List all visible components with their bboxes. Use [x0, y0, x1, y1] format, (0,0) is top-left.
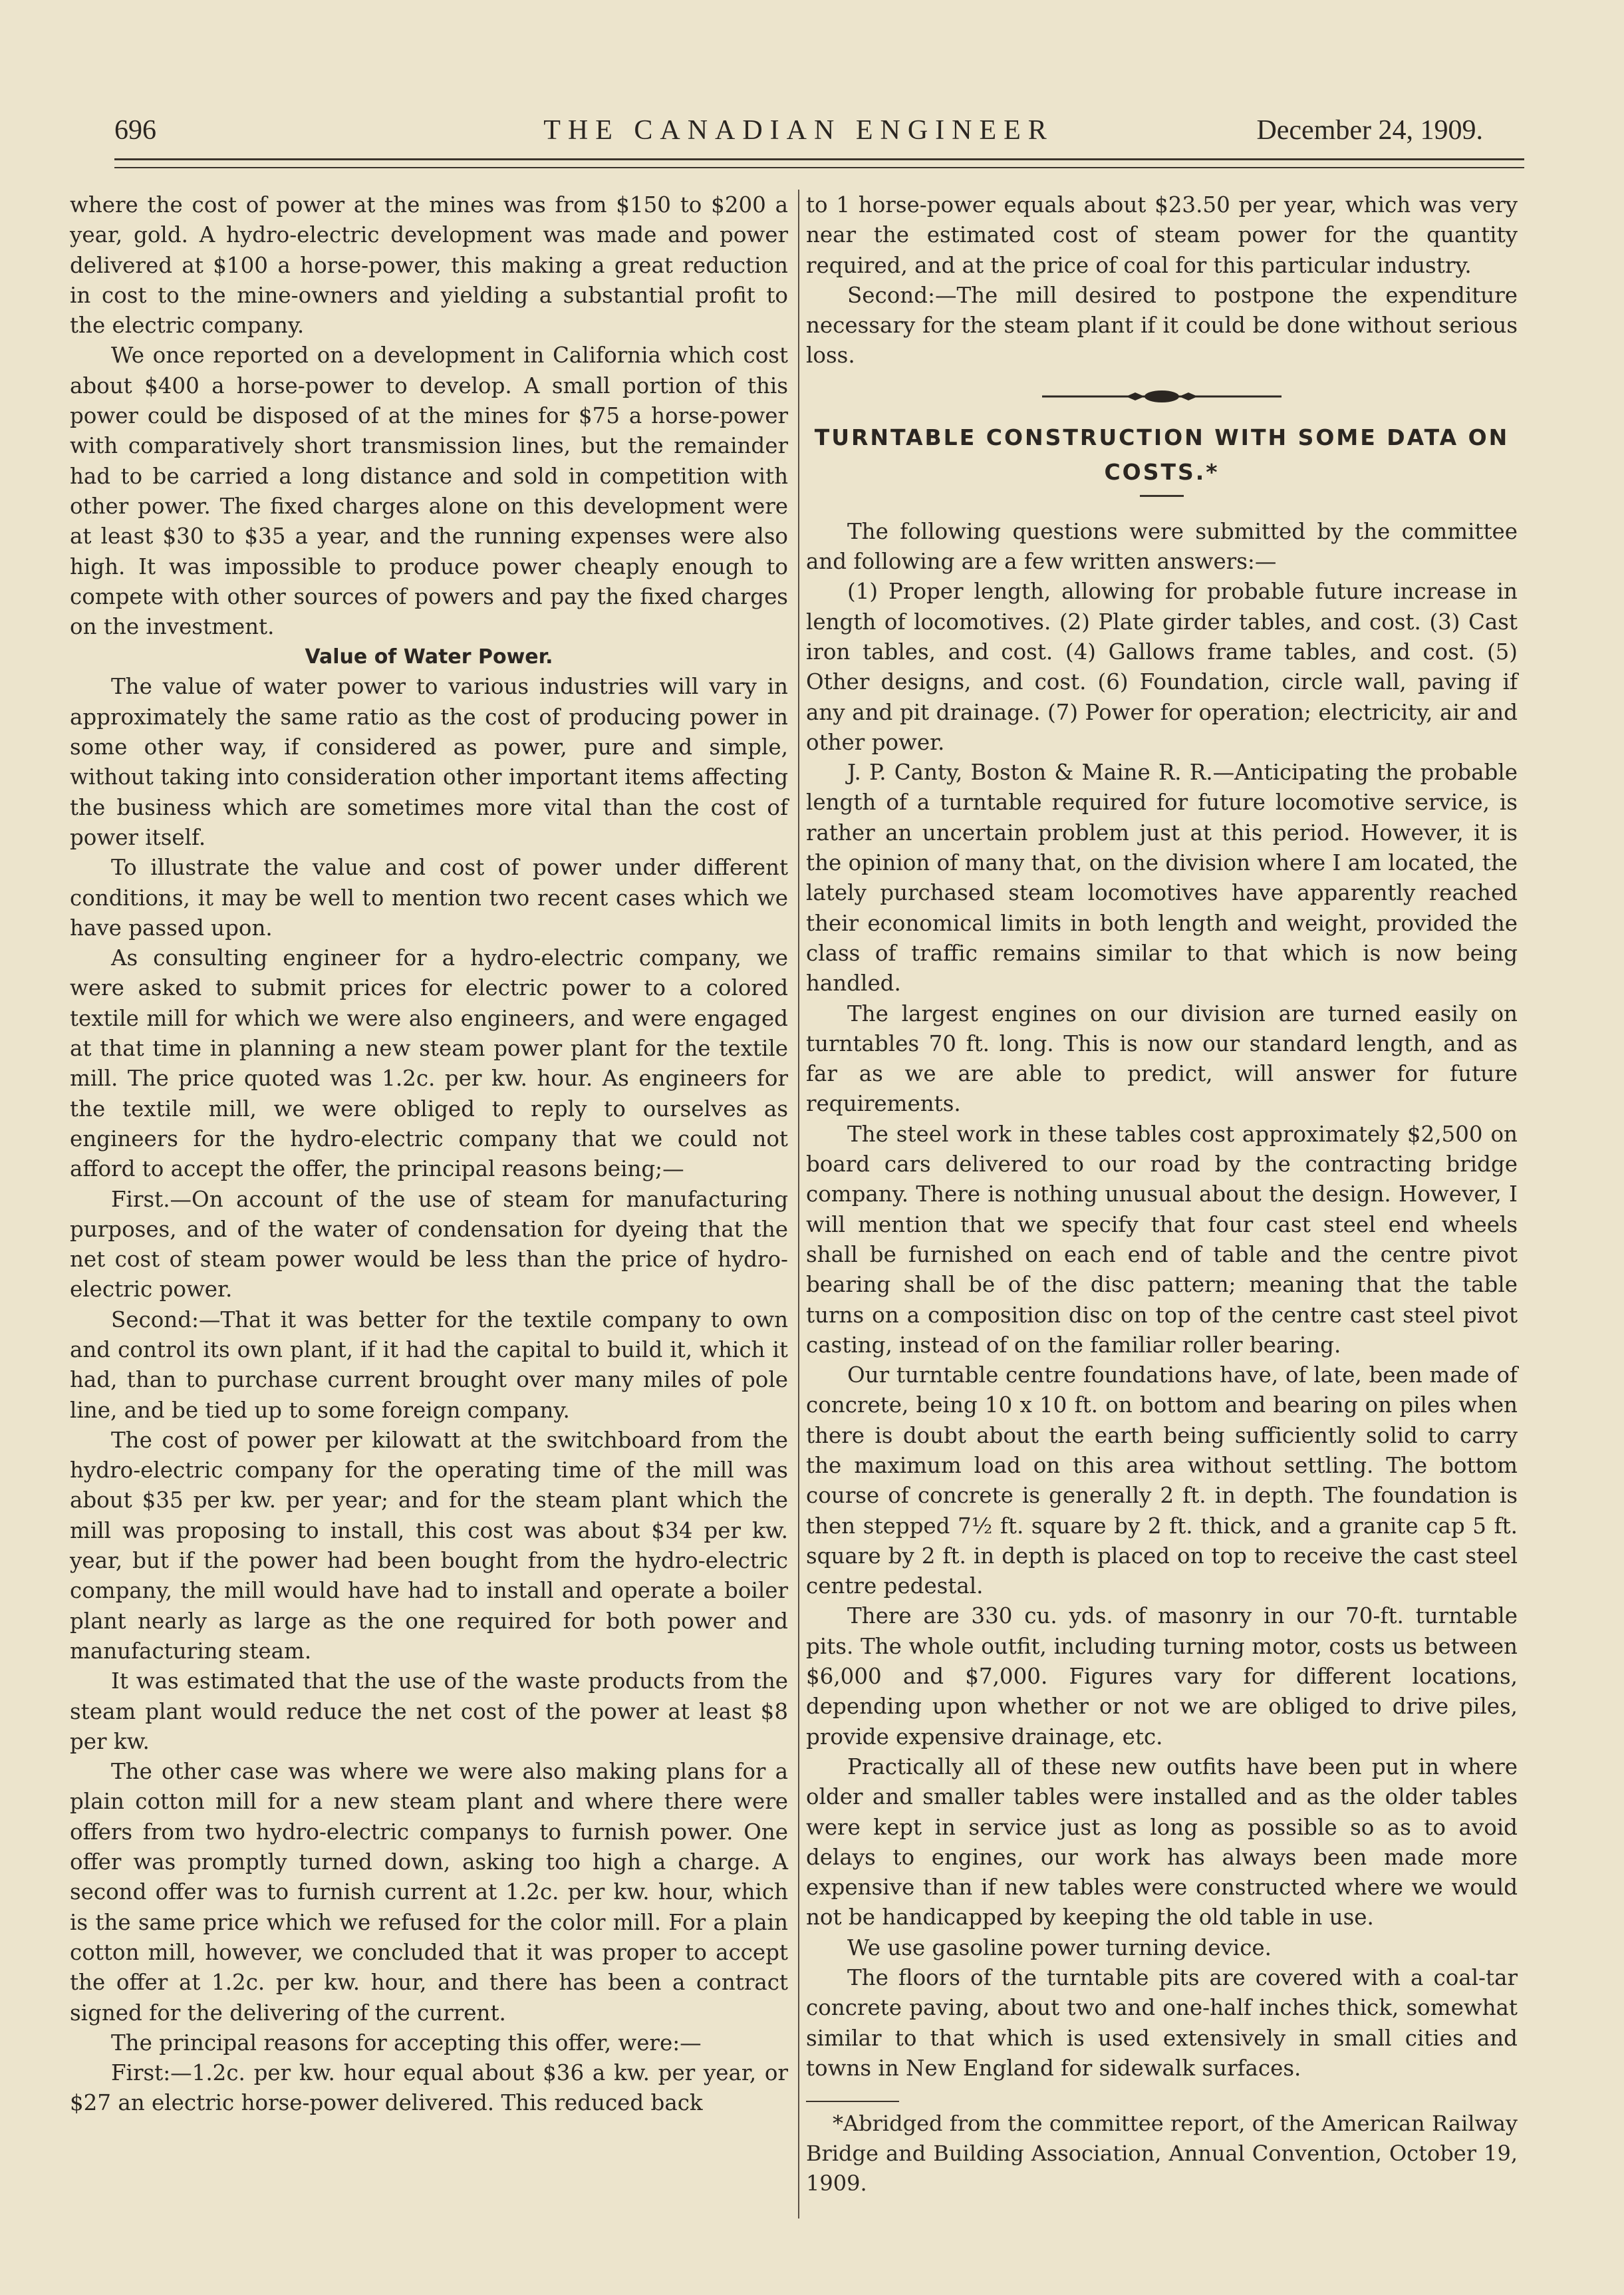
right-column	[806, 190, 1518, 2199]
header-rule-thin	[114, 167, 1524, 168]
article-title: TURNTABLE CONSTRUCTION WITH SOME DATA ON COSTS.*	[814, 424, 1510, 485]
paragraph: It was estimated that the use of the waste products from the steam plant would reduce the net cost of the power at least $8 per kw.	[70, 1668, 788, 1754]
paragraph: Practically all of these new outfits have been put in where older and smaller tables were installed and as the older tables were kept in service just as long as possible so as to avoid delays to engines, our work has always been made more expensive than if new tables were constructed where we would not be handicapped by keeping the old table in use.	[806, 1754, 1518, 1930]
page-header	[114, 114, 1483, 154]
paragraph: First:—1.2c. per kw. hour equal about $36 a kw. per year, or $27 an electric horse-power delivered. This reduced back	[70, 2060, 788, 2116]
paragraph: The following questions were submitted by the committee and following are a few written answers:—	[806, 518, 1518, 575]
paragraph: (1) Proper length, allowing for probable future increase in length of locomotives. (2) Plate girder tables, and cost. (3) Cast iron tables, and cost. (4) Gallows frame tables, and cost. (5) Other designs, and cost. (6) Foundation, circle wall, paving if any and pit drainage. (7) Power for operation; electricity, air and other power.	[806, 579, 1518, 755]
column-separator	[798, 190, 799, 2218]
ornament-divider	[806, 384, 1518, 420]
paragraph: The principal reasons for accepting this offer, were:—	[111, 2030, 702, 2056]
paragraph: The largest engines on our division are turned easily on turntables 70 ft. long. This is now our standard length, and as far as we are able to predict, will answer for future requirements.	[806, 1000, 1518, 1117]
paragraph: to 1 horse-power equals about $23.50 per year, which was very near the estimated cost of steam power for the quantity required, and at the price of coal for this particular industry.	[806, 192, 1518, 278]
paragraph: J. P. Canty, Boston & Maine R. R.—Anticipating the probable length of a turntable required for future locomotive service, is rather an uncertain problem just at this period. However, it is the opinion of many that, on the division where I am located, the lately purchased steam locomotives have apparently reached their economical limits in both length and weight, provided the class of traffic remains similar to that which is now being handled.	[806, 760, 1518, 996]
section-subheading: Value of Water Power.	[305, 645, 553, 669]
paragraph: We use gasoline power turning device.	[847, 1934, 1272, 1960]
issue-date: December 24, 1909.	[1256, 115, 1483, 146]
paragraph: Second:—That it was better for the textile company to own and control its own plant, if it had the capital to build it, which it had, than to purchase current brought over many miles of pole line, and be tied up to some foreign company.	[70, 1306, 788, 1423]
journal-title: THE CANADIAN ENGINEER	[543, 115, 1054, 146]
title-rule	[1140, 495, 1184, 497]
paragraph: The value of water power to various industries will vary in approximately the same ratio as the cost of producing power in some other way, if considered as power, pure and simple, without taking into consideration other important items affecting the business which are sometimes more vital than the cost of power itself.	[70, 674, 788, 850]
page-number: 696	[114, 115, 156, 146]
footnote: *Abridged from the committee report, of the American Railway Bridge and Building Association, Annual Convention, October 19, 1909.	[806, 2111, 1518, 2197]
paragraph: Second:—The mill desired to postpone the expenditure necessary for the steam plant if it could be done without serious loss.	[806, 282, 1518, 369]
paragraph: Our turntable centre foundations have, of late, been made of concrete, being 10 x 10 ft. on bottom and bearing on piles when there is doubt about the earth being sufficiently solid to carry the maximum load on this area without settling. The bottom course of concrete is generally 2 ft. in depth. The foundation is then stepped 7½ ft. square by 2 ft. thick, and a granite cap 5 ft. square by 2 ft. in depth is placed on top to receive the cast steel centre pedestal.	[806, 1362, 1518, 1599]
ornament-icon	[1042, 386, 1282, 406]
footnote-rule	[806, 2101, 899, 2102]
paragraph: We once reported on a development in California which cost about $400 a horse-power to develop. A small portion of this power could be disposed of at the mines for $75 a horse-power with comparatively short transmission lines, but the remainder had to be carried a long distance and sold in competition with other power. The fixed charges alone on this development were at least $30 to $35 a year, and the running expenses were also high. It was impossible to produce power cheaply enough to compete with other sources of powers and pay the fixed charges on the investment.	[70, 343, 788, 640]
paragraph: To illustrate the value and cost of power under different conditions, it may be well to mention two recent cases which we have passed upon.	[70, 855, 788, 941]
paragraph: As consulting engineer for a hydro-electric company, we were asked to submit prices for electric power to a colored textile mill for which we were also engineers, and were engaged at that time in planning a new steam power plant for the textile mill. The price quoted was 1.2c. per kw. hour. As engineers for the textile mill, we were obliged to reply to ourselves as engineers for the hydro-electric company that we could not afford to accept the offer, the principal reasons being;—	[70, 945, 788, 1182]
paragraph: where the cost of power at the mines was from $150 to $200 a year, gold. A hydro-electric development was made and power delivered at $100 a horse-power, this making a great reduction in cost to the mine-owners and yielding a substantial profit to the electric company.	[70, 192, 788, 339]
paragraph: There are 330 cu. yds. of masonry in our 70-ft. turntable pits. The whole outfit, including turning motor, costs us between $6,000 and $7,000. Figures vary for different locations, depending upon whether or not we are obliged to drive piles, provide expensive drainage, etc.	[806, 1603, 1518, 1750]
paragraph: The other case was where we were also making plans for a plain cotton mill for a new steam plant and where there were offers from two hydro-electric companys to furnish power. One offer was promptly turned down, asking too high a charge. A second offer was to furnish current at 1.2c. per kw. hour, which is the same price which we refused for the color mill. For a plain cotton mill, however, we concluded that it was proper to accept the offer at 1.2c. per kw. hour, and there has been a contract signed for the delivering of the current.	[70, 1759, 788, 2026]
header-rule	[114, 158, 1524, 160]
paragraph: The cost of power per kilowatt at the switchboard from the hydro-electric company for the operating time of the mill was about $35 per kw. per year; and for the steam plant which the mill was proposing to install, this cost was about $34 per kw. year, but if the power had been bought from the hydro-electric company, the mill would have had to install and operate a boiler plant nearly as large as the one required for both power and manufacturing steam.	[70, 1427, 788, 1664]
paragraph: The floors of the turntable pits are covered with a coal-tar concrete paving, about two and one-half inches thick, somewhat similar to that which is used extensively in small cities and towns in New England for sidewalk surfaces.	[806, 1965, 1518, 2081]
paragraph: The steel work in these tables cost approximately $2,500 on board cars delivered to our road by the contracting bridge company. There is nothing unusual about the design. However, I will mention that we specify that four cast steel end wheels shall be furnished on each end of table and the centre pivot bearing shall be of the disc pattern; meaning that the table turns on a composition disc on top of the centre cast steel pivot casting, instead of on the familiar roller bearing.	[806, 1121, 1518, 1358]
paragraph: First.—On account of the use of steam for manufacturing purposes, and of the water of condensation for dyeing that the net cost of steam power would be less than the price of hydro-electric power.	[70, 1186, 788, 1302]
left-column	[70, 190, 788, 2119]
